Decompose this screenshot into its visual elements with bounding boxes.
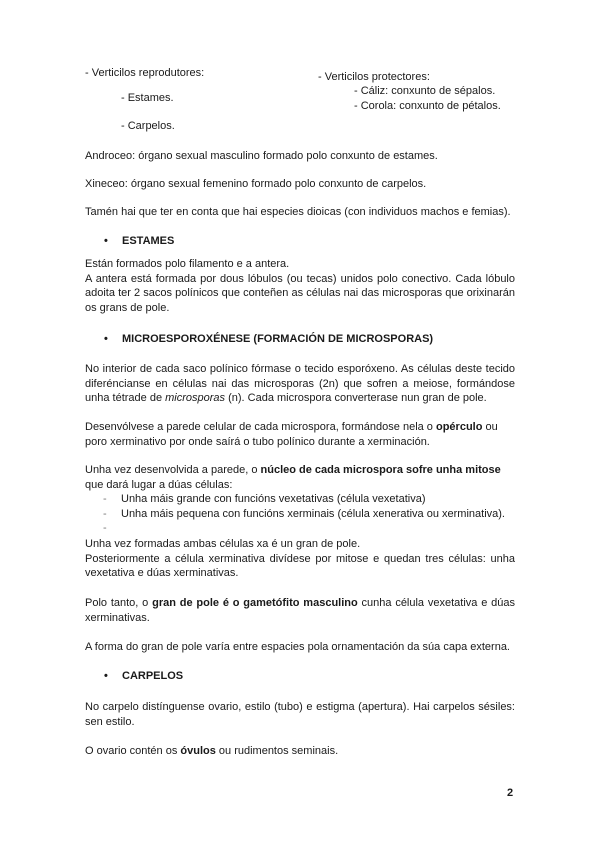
italic-term: microsporas [165, 392, 226, 404]
text-run: ou poro xerminativo por onde saírá o tubo polínico durante a xerminación. [85, 421, 498, 448]
section-heading-carpelos [104, 670, 183, 682]
heading-text: CARPELOS [122, 670, 184, 682]
microsporoxenese-paragraph-5 [85, 596, 515, 625]
page-number: 2 [507, 787, 514, 799]
cell-list [85, 492, 515, 536]
text-run: cunha célula vexetativa e dúas xerminativas. [85, 597, 515, 624]
verticilos-reprodutores-title: - Verticilos reprodutores: [85, 67, 205, 79]
bold-term: gran de pole é o gametófito masculino [152, 597, 358, 609]
estames-text [85, 257, 515, 315]
microsporoxenese-paragraph-2 [85, 420, 515, 449]
microsporoxenese-paragraph-4 [85, 537, 515, 581]
bold-term: óvulos [180, 745, 216, 757]
text-run: ou rudimentos seminais. [215, 745, 339, 757]
heading-text: ESTAMES [122, 235, 175, 247]
bold-term: opérculo [435, 421, 483, 433]
microsporoxenese-paragraph-6: A forma do gran de pole varía entre espacies pola ornamentación da súa capa externa. [85, 641, 510, 653]
text-run: que dará lugar a dúas células: [85, 478, 233, 491]
paragraph: Unha vez formadas ambas células xa é un gran de pole. [85, 538, 361, 550]
text-run: Desenvólvese a parede celular de cada microspora, formándose nela o [85, 421, 436, 433]
dioicas-note: Tamén hai que ter en conta que hai especies dioicas (con individuos machos e femias). [85, 206, 511, 218]
text-run: No interior de cada saco polínico fórmase o tecido esporóxeno. As células deste tecido diferéncianse en células nai das microsporas (2n) que sofren a meiose, formándose unha tétrade de [85, 363, 515, 404]
dash-marker: - [103, 493, 107, 505]
heading-text: MICROESPOROXÉNESE (FORMACIÓN DE MICROSPORAS) [122, 333, 434, 345]
list-item [85, 521, 515, 536]
list-item-corola: - Corola: conxunto de pétalos. [354, 100, 501, 112]
list-item-text: Unha máis pequena con funcións xerminais (célula xenerativa ou xerminativa). [121, 507, 505, 520]
text-run: Polo tanto, o [85, 597, 153, 609]
carpelos-paragraph-1: No carpelo distínguense ovario, estilo (tubo) e estigma (apertura). Hai carpelos sésiles: sen estilo. [85, 701, 515, 728]
list-item-carpelos: - Carpelos. [121, 120, 175, 132]
dash-marker: - [103, 522, 107, 534]
bullet-icon: • [104, 333, 108, 345]
dash-marker: - [103, 507, 107, 520]
text-run: O ovario contén os [85, 745, 181, 757]
bullet-icon: • [104, 670, 108, 682]
androceo-definition: Androceo: órgano sexual masculino formado polo conxunto de estames. [85, 150, 438, 162]
paragraph: Están formados polo filamento e a antera. [85, 258, 290, 270]
text-run: (n). Cada microspora converterase nun gran de pole. [225, 392, 487, 404]
section-heading-microsporoxenese [104, 333, 433, 345]
microsporoxenese-paragraph-1 [85, 362, 515, 406]
bold-term: núcleo de cada microspora sofre unha mitose [260, 464, 501, 476]
list-item-estames: - Estames. [121, 92, 174, 104]
list-item-caliz: - Cáliz: conxunto de sépalos. [354, 85, 496, 97]
list-item [85, 507, 515, 522]
text-run: Unha vez desenvolvida a parede, o [85, 464, 261, 476]
section-heading-estames [104, 235, 174, 247]
xineceo-definition: Xineceo: órgano sexual femenino formado polo conxunto de carpelos. [85, 178, 427, 190]
paragraph: A antera está formada por dous lóbulos (ou tecas) unidos polo conectivo. Cada lóbulo adoita ter 2 sacos polínicos que conteñen as células nai das microsporas que orixinarán os grans de pole. [85, 272, 515, 314]
paragraph: Posteriormente a célula xerminativa divídese por mitose e quedan tres células: unha vexetativa e dúas xerminativas. [85, 552, 515, 579]
bullet-icon: • [104, 235, 108, 247]
carpelos-paragraph-2 [85, 744, 515, 759]
list-item-text: Unha máis grande con funcións vexetativas (célula vexetativa) [121, 493, 426, 505]
microsporoxenese-paragraph-3 [85, 463, 515, 492]
list-item [85, 492, 515, 507]
verticilos-protectores-title: - Verticilos protectores: [318, 71, 430, 83]
